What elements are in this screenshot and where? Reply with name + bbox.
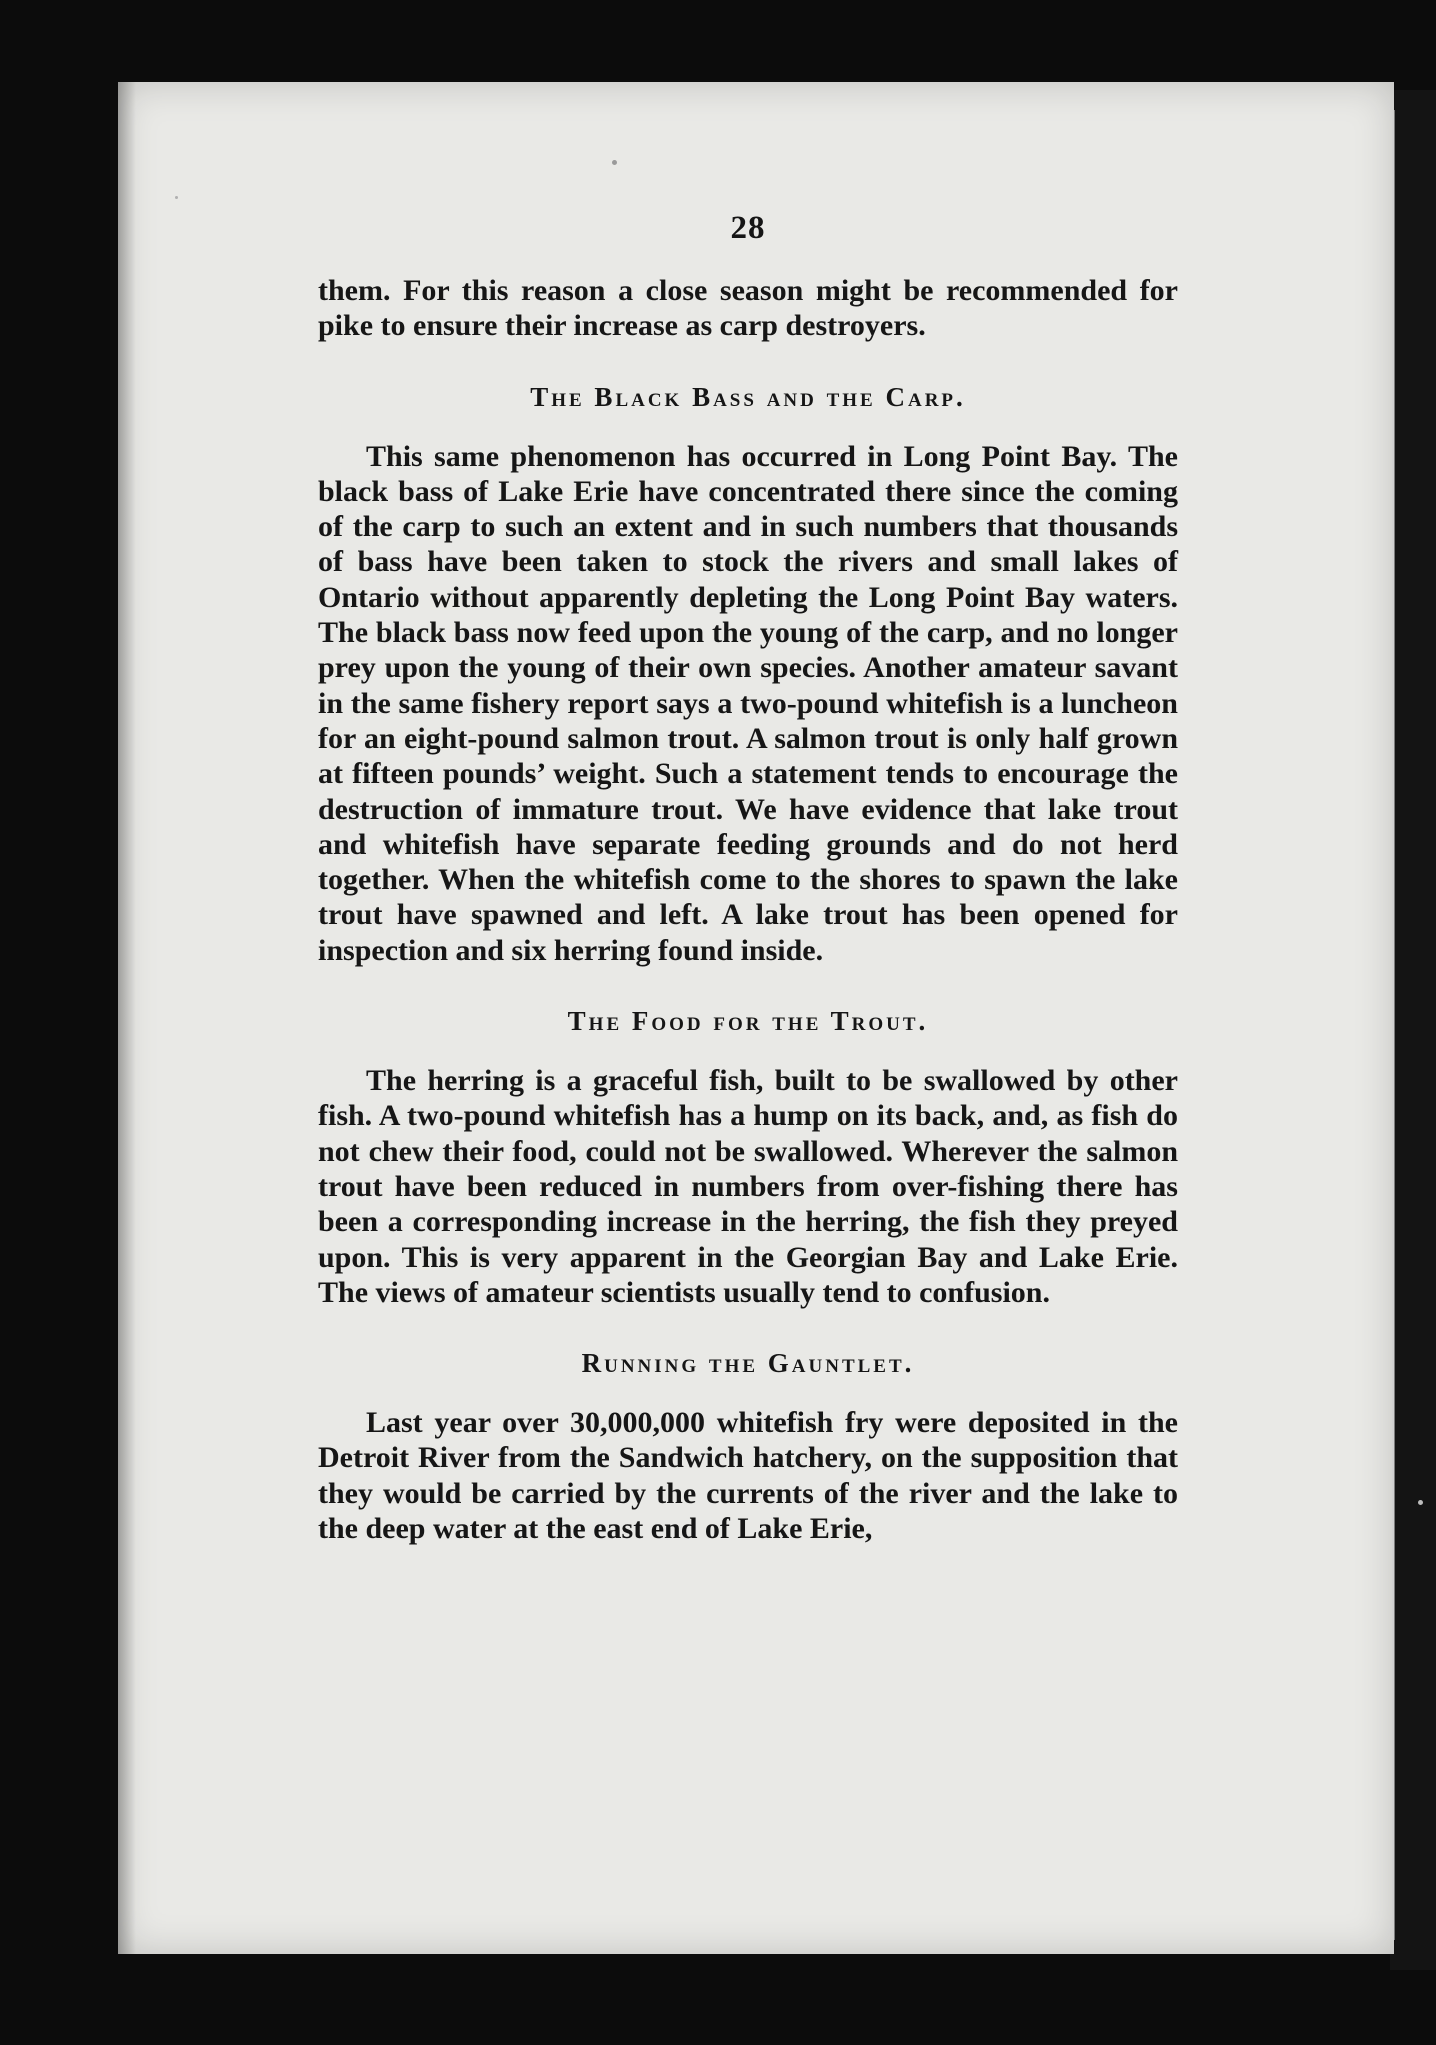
page-edge-line (1392, 110, 1395, 1940)
section-paragraph-black-bass: This same phenomenon has occurred in Long Point Bay. The black bass of Lake Erie have concentrated there since the coming of the carp to such an extent and in such numbers that thousands of bass have been taken to stock the rivers and small lakes of Ontario without apparently depleting the Long Point Bay waters. The black bass now feed upon the young of the carp, and no longer prey upon the young of their own species. Another amateur savant in the same fishery report says a two-pound whitefish is a luncheon for an eight-pound salmon trout. A salmon trout is only half grown at fifteen pounds’ weight. Such a statement tends to encourage the destruction of immature trout. We have evidence that lake trout and whitefish have separate feeding grounds and do not herd together. When the whitefish come to the shores to spawn the lake trout have spawned and left. A lake trout has been opened for inspection and six herring found inside. (318, 439, 1178, 967)
section-heading-food-for-trout: The Food for the Trout. (567, 1006, 929, 1037)
book-spine-shadow (1390, 90, 1436, 1970)
section-heading-running-the-gauntlet: Running the Gauntlet. (581, 1348, 915, 1379)
page-edge-shadow (118, 82, 136, 1954)
section-paragraph-running-the-gauntlet: Last year over 30,000,000 whitefish fry were deposited in the Detroit River from the Sandwich hatchery, on the supposition that they would be carried by the currents of the river and the lake to the deep water at the east end of Lake Erie, (318, 1406, 1178, 1546)
dust-speck (1418, 1500, 1423, 1505)
dust-speck (175, 196, 178, 199)
opening-paragraph: them. For this reason a close season might be recommended for pike to ensure their increase as carp destroyers. (318, 274, 1178, 343)
page-number: 28 (730, 210, 766, 246)
page-content (318, 210, 1178, 1546)
dust-speck (612, 160, 617, 165)
section-heading-black-bass: The Black Bass and the Carp. (530, 381, 966, 412)
section-paragraph-food-for-trout: The herring is a graceful fish, built to be swallowed by other fish. A two-pound whitefish has a hump on its back, and, as fish do not chew their food, could not be swallowed. Wherever the salmon trout have been reduced in numbers from over-fishing there has been a corresponding increase in the herring, the fish they preyed upon. This is very apparent in the Georgian Bay and Lake Erie. The views of amateur scientists usually tend to confusion. (318, 1064, 1178, 1309)
